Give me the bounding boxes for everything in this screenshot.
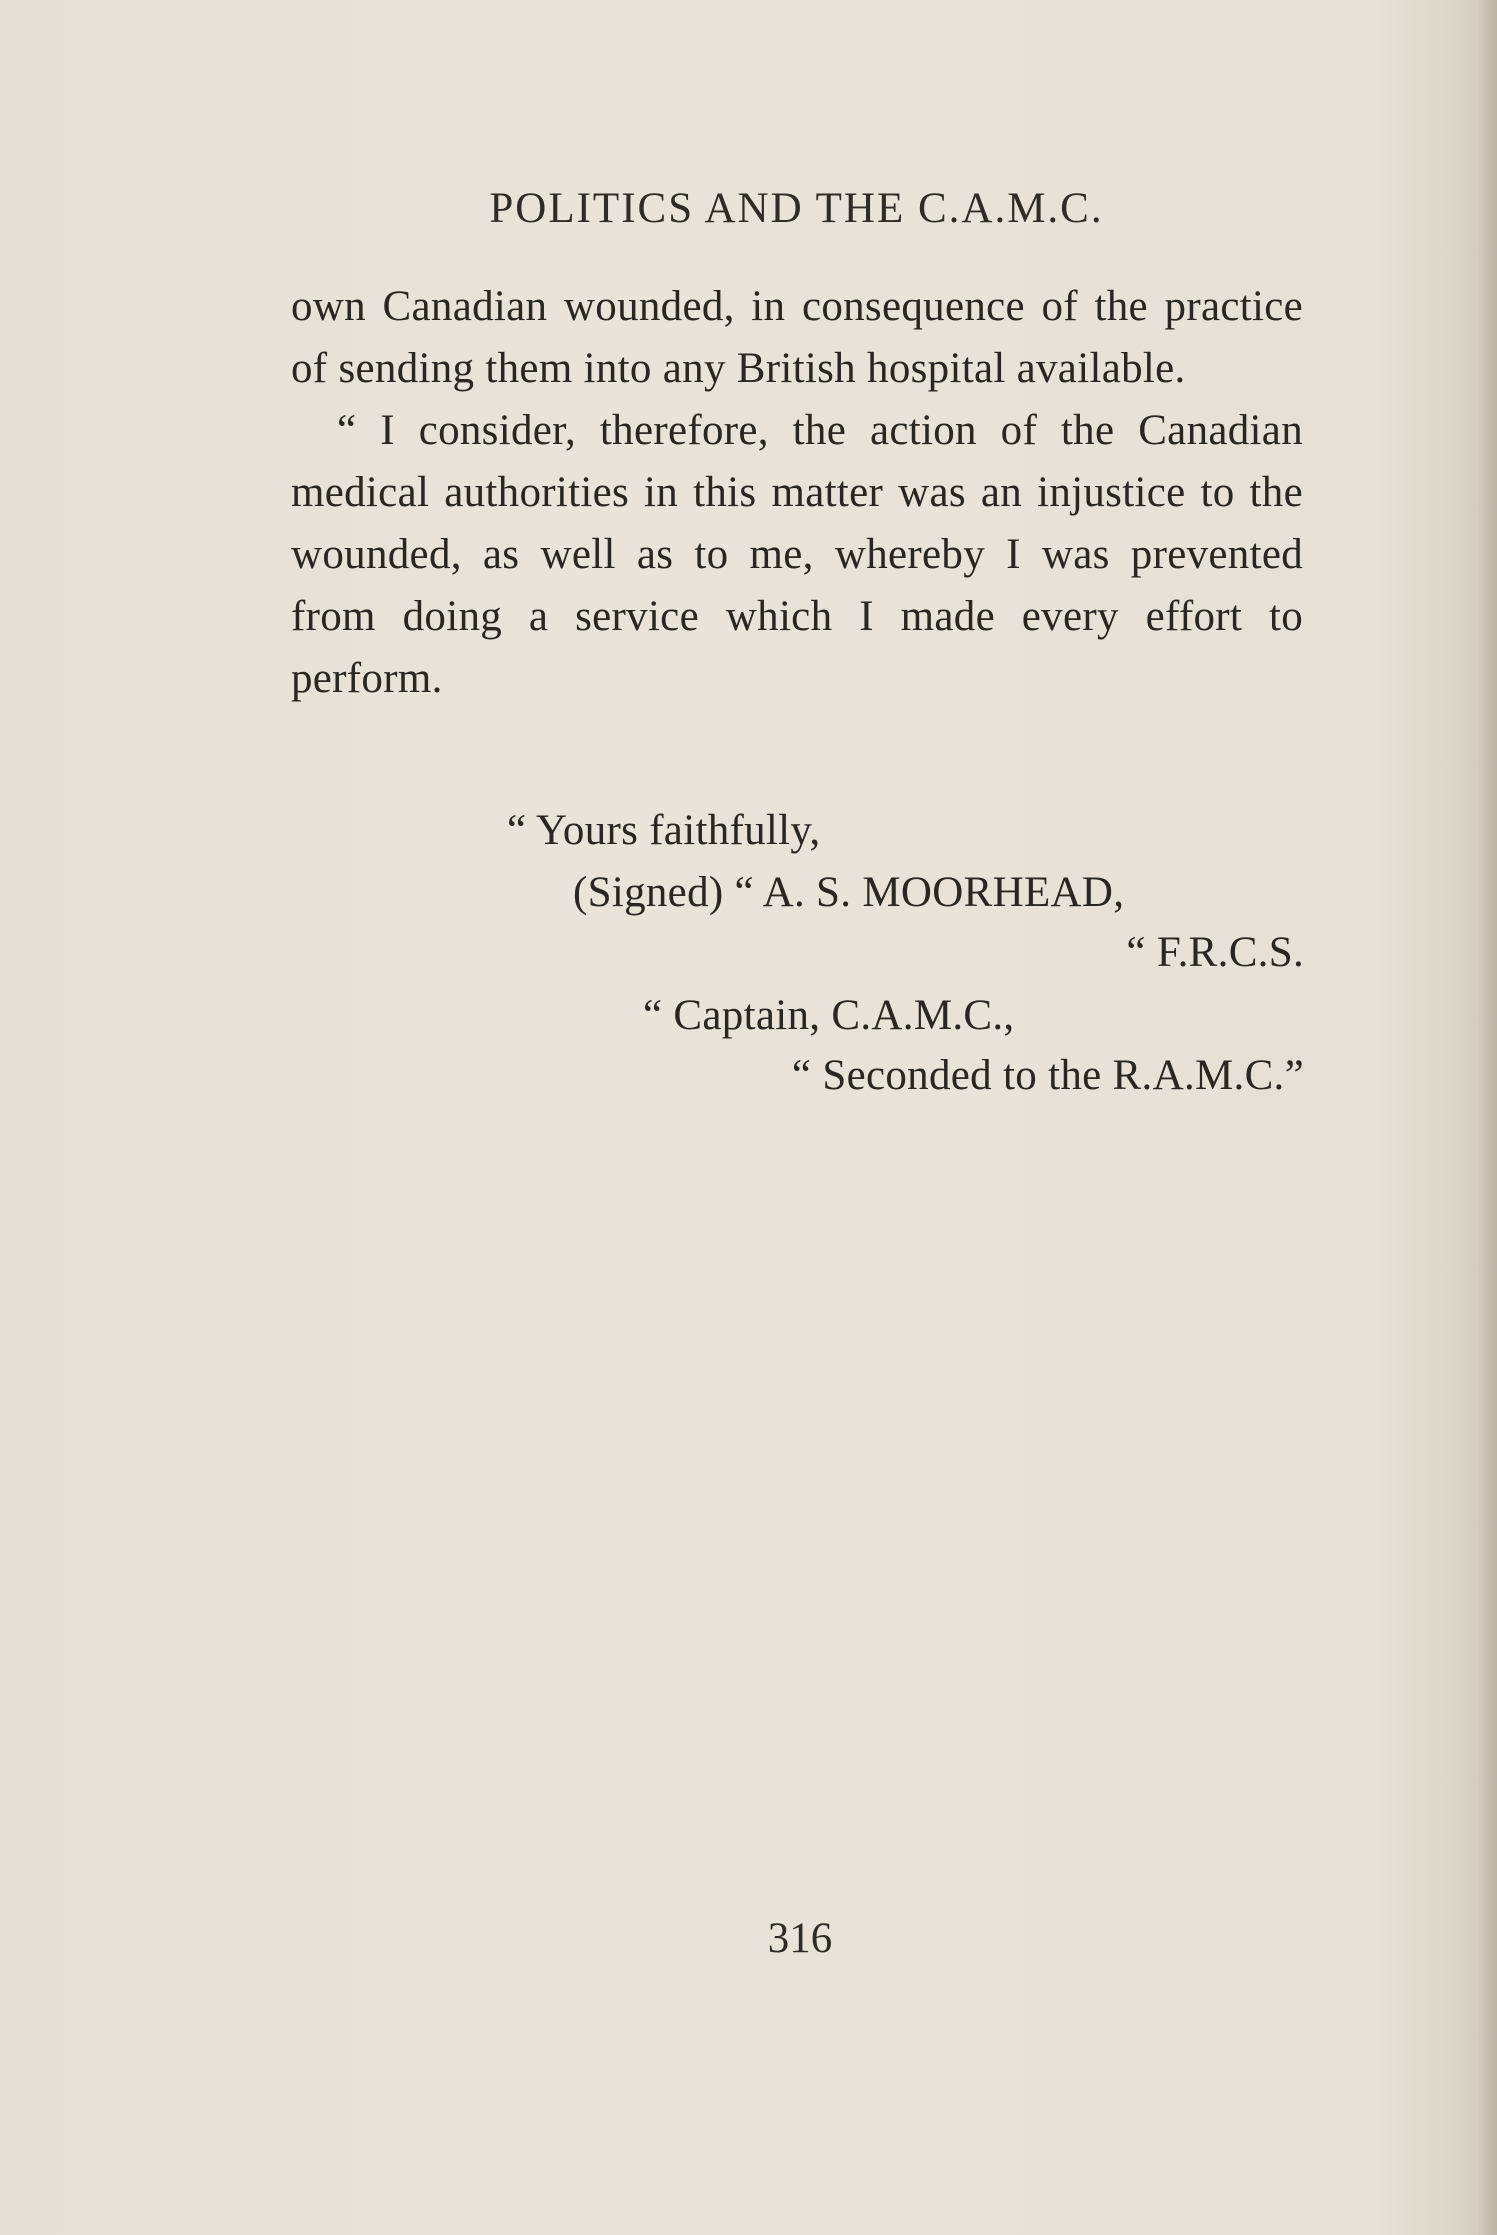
signature-line: (Signed) “ A. S. MOORHEAD, — [573, 869, 1125, 916]
rank-line: “ Captain, C.A.M.C., — [643, 992, 1015, 1039]
paragraph: own Canadian wounded, in consequence of the practice of sending them into any British hospital available. — [291, 283, 1303, 392]
paragraph: “ I consider, therefore, the action of the Canadian medical authorities in this matter was an injustice to the wounded, as well as to me, whereby I was prevented from doing a service which I made every effort to perform. — [291, 407, 1303, 702]
page-edge-shadow — [1477, 0, 1497, 2235]
secondment-line: “ Seconded to the R.A.M.C.” — [791, 1052, 1304, 1099]
closing-salutation: “ Yours faithfully, — [507, 807, 821, 854]
running-head — [0, 184, 1497, 233]
page-number-text: 316 — [767, 1915, 833, 1962]
page-number — [0, 1914, 1497, 1963]
running-head-text: POLITICS AND THE C.A.M.C. — [489, 185, 1104, 232]
body-text — [291, 276, 1303, 710]
credentials-line: “ F.R.C.S. — [1126, 929, 1304, 976]
